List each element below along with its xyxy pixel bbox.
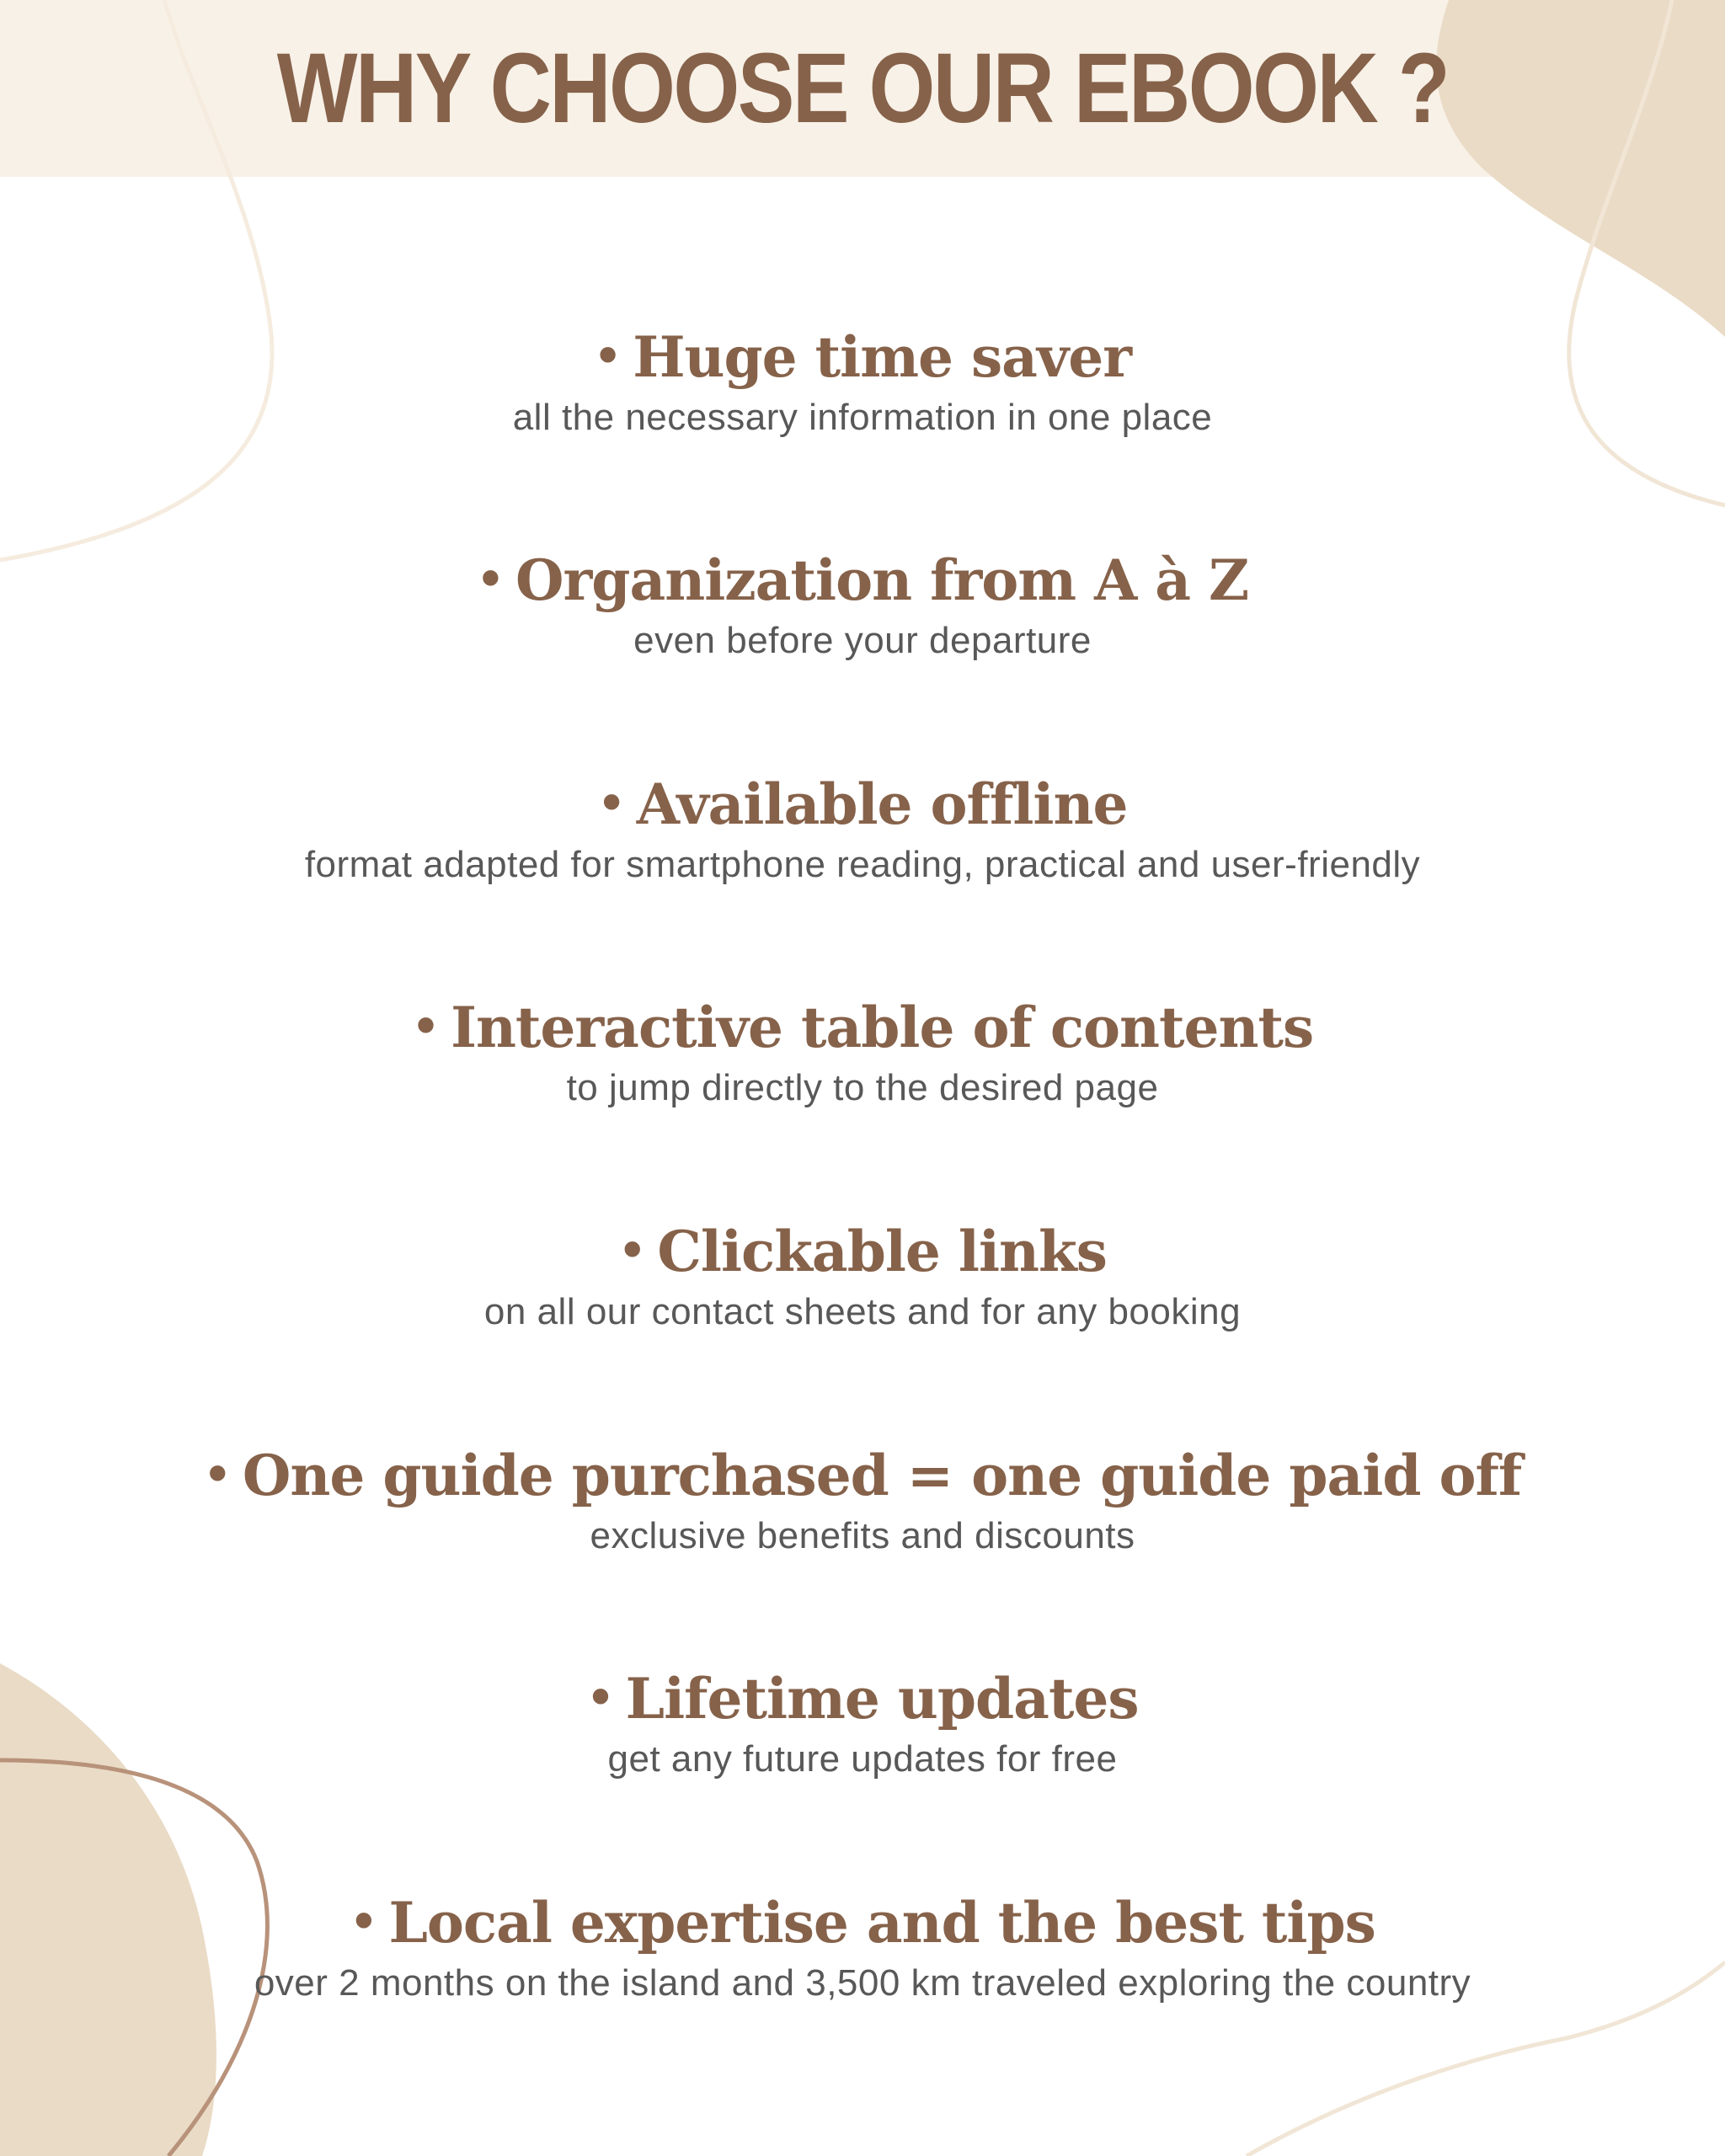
bullet-icon: •: [618, 1225, 646, 1277]
feature-description: exclusive benefits and discounts: [590, 1515, 1135, 1556]
bullet-icon: •: [593, 331, 622, 382]
feature-description: get any future updates for free: [607, 1738, 1118, 1780]
feature-heading-text: Local expertise and the best tips: [388, 1890, 1375, 1956]
feature-heading-text: Lifetime updates: [625, 1666, 1139, 1732]
bullet-icon: •: [597, 778, 625, 830]
feature-description: on all our contact sheets and for any booking: [483, 1291, 1242, 1332]
feature-description: all the necessary information in one place: [512, 397, 1213, 438]
page-title: WHY CHOOSE OUR EBOOK ?: [276, 33, 1449, 144]
feature-item: [0, 322, 1725, 441]
bullet-icon: •: [203, 1449, 231, 1501]
feature-heading-text: Available offline: [636, 771, 1128, 837]
feature-description: to jump directly to the desired page: [566, 1067, 1159, 1108]
feature-heading-text: Huge time saver: [633, 324, 1132, 390]
bullet-icon: •: [586, 1673, 614, 1724]
feature-heading-text: Clickable links: [657, 1219, 1107, 1284]
feature-item: [0, 769, 1725, 889]
feature-heading-text: Interactive table of contents: [451, 995, 1314, 1060]
feature-heading-text: Organization from A à Z: [515, 547, 1249, 613]
feature-item: [0, 1663, 1725, 1783]
bullet-icon: •: [350, 1897, 377, 1948]
feature-heading: [0, 1216, 1725, 1287]
bullet-icon: •: [411, 1001, 440, 1053]
feature-heading: [0, 545, 1725, 616]
feature-description: over 2 months on the island and 3,500 km traveled exploring the country: [254, 1962, 1471, 2004]
feature-item: [0, 545, 1725, 664]
feature-item: [0, 1216, 1725, 1336]
feature-description: even before your departure: [633, 620, 1092, 661]
feature-description: format adapted for smartphone reading, practical and user-friendly: [304, 844, 1421, 885]
feature-item: [0, 1887, 1725, 2007]
feature-heading-text: One guide purchased = one guide paid off: [242, 1443, 1522, 1508]
feature-heading: [0, 1663, 1725, 1734]
feature-heading: [0, 1887, 1725, 1958]
feature-item: [0, 992, 1725, 1112]
bullet-icon: •: [476, 554, 505, 606]
feature-heading: [0, 992, 1725, 1063]
feature-item: [0, 1440, 1725, 1560]
feature-heading: [0, 769, 1725, 840]
feature-heading: [0, 322, 1725, 392]
feature-heading: [0, 1440, 1725, 1511]
